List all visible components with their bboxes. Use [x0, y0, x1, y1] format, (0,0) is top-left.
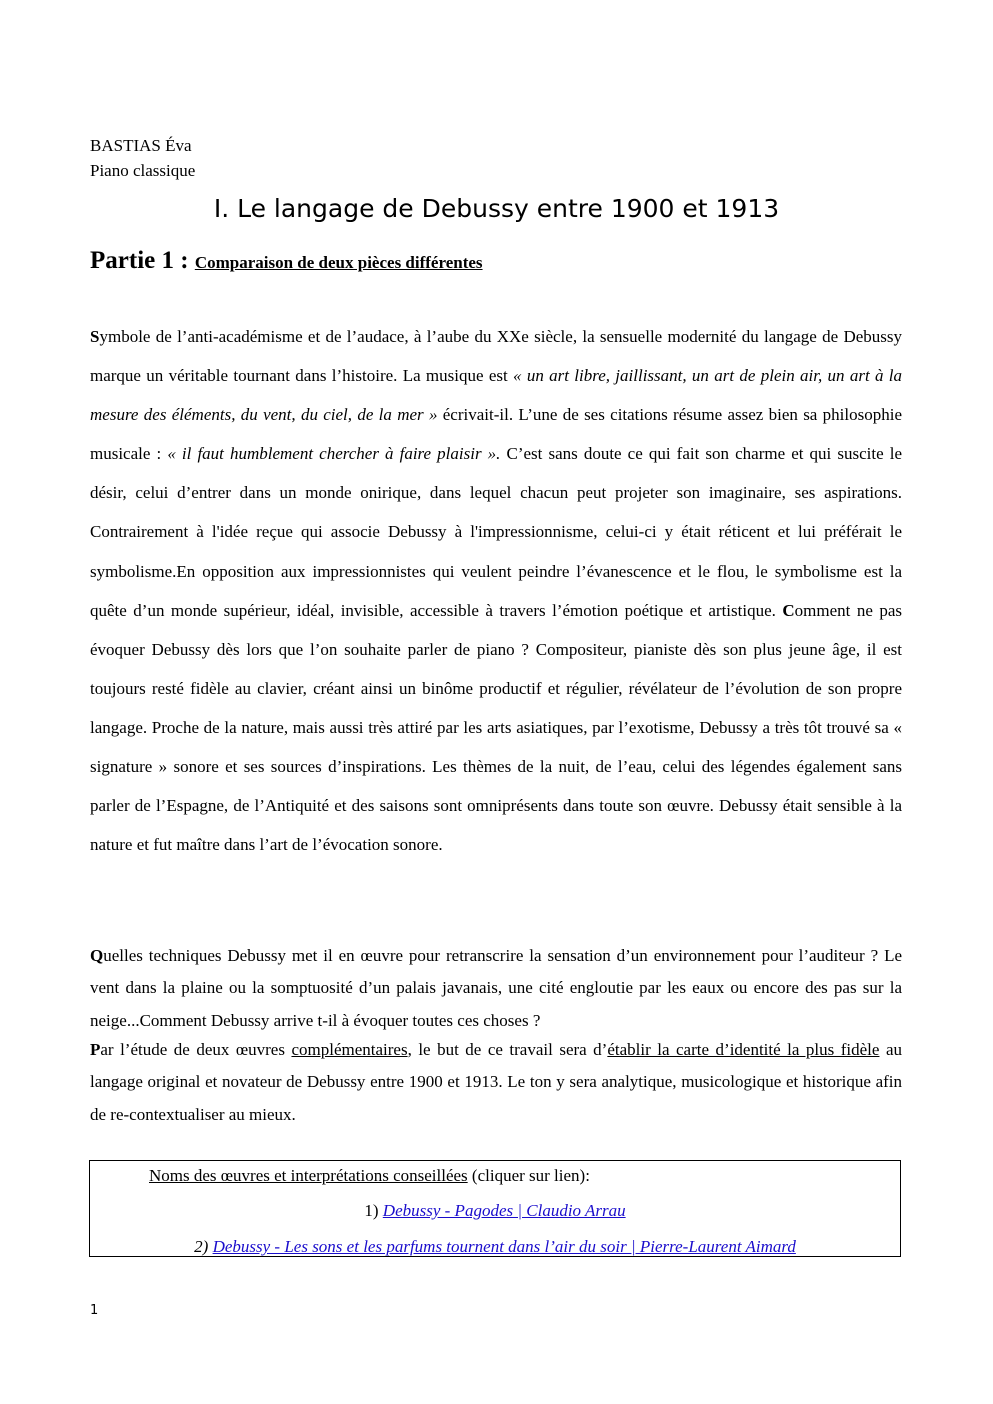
- paragraph-text: ar l’étude de deux œuvres: [100, 1040, 292, 1059]
- work-number: 1): [364, 1201, 383, 1220]
- drop-initial: Q: [90, 946, 104, 965]
- page-number: 1: [90, 1303, 99, 1318]
- course-name: Piano classique: [90, 161, 196, 180]
- question-paragraph: [90, 940, 902, 1037]
- paragraph-text: ymbole de l’anti-académisme et de l’audace, à l’aube du XXe siècle, la sensuelle modernité du langage de Debussy marque un véritable tournant dans l’histoire. La musique est: [90, 327, 902, 386]
- work-link-les-sons[interactable]: Debussy - Les sons et les parfums tournent dans l’air du soir | Pierre-Laurent Aimard: [212, 1237, 796, 1256]
- quote-text: « un art libre, jaillissant, un art de plein air, un art à la mesure des éléments, du vent, du ciel, de la mer »: [90, 366, 902, 425]
- work-link-pagodes[interactable]: Debussy - Pagodes | Claudio Arrau: [382, 1201, 626, 1220]
- drop-initial: C: [782, 600, 795, 620]
- paragraph-text: au langage original et novateur de Debussy entre 1900 et 1913. Le ton y sera analytique, musicologique et historique afin de re-contextualiser au mieux.: [90, 1040, 902, 1124]
- paragraph-text: , le but de ce travail sera d’: [407, 1040, 608, 1059]
- works-box-title: [149, 1164, 590, 1188]
- work-number: 2): [194, 1237, 213, 1256]
- underlined-text: établir la carte d’identité la plus fidèle: [607, 1040, 880, 1059]
- intro-paragraph: [90, 317, 902, 864]
- work-item: [90, 1235, 900, 1259]
- paragraph-text: C’est sans doute ce qui fait son charme et qui suscite le désir, celui d’entrer dans un monde onirique, dans lequel chacun peut projeter son imaginaire, ses aspirations. Contrairement à l'idée reçue qui associe Debussy à l'impressionnisme, celui-ci y était réticent et lui préférait le symbolisme.En opposition aux impressionnistes qui veulent peindre l’évanescence et le flou, le symbolisme est la quête d’un monde supérieur, idéal, invisible, accessible à travers l’émotion poétique et artistique.: [90, 444, 902, 620]
- work-item: [90, 1199, 900, 1223]
- part-subtitle: Comparaison de deux pièces différentes: [194, 253, 483, 272]
- purpose-paragraph: [90, 1034, 902, 1131]
- part-label: Partie 1 :: [90, 247, 189, 274]
- paragraph-text: écrivait-il. L’une de ses citations résume assez bien sa philosophie musicale :: [90, 405, 902, 464]
- part-heading: [90, 244, 483, 280]
- drop-initial: P: [90, 1040, 101, 1059]
- paragraph-text: uelles techniques Debussy met il en œuvre pour retranscrire la sensation d’un environnement pour l’auditeur ? Le vent dans la plaine ou la somptuosité d’un palais javanais, une cité engloutie par les eaux ou encore des pas sur la neige...Comment Debussy arrive t-il à évoquer toutes ces choses ?: [90, 946, 902, 1030]
- works-box-hint: (cliquer sur lien):: [467, 1166, 590, 1185]
- paragraph-text: omment ne pas évoquer Debussy dès lors que l’on souhaite parler de piano ? Compositeur, pianiste dès son plus jeune âge, il est toujours resté fidèle au clavier, créant ainsi un binôme productif et régulier, révélateur de l’évolution de son propre langage. Proche de la nature, mais aussi très attiré par les arts asiatiques, par l’exotisme, Debussy a très tôt trouvé sa « signature » sonore et ses sources d’inspirations. Les thèmes de la nuit, de l’eau, celui des légendes également sans parler de l’Espagne, de l’Antiquité et des saisons sont omniprésents dans toute son œuvre. Debussy était sensible à la nature et fut maître dans l’art de l’évocation sonore.: [90, 600, 902, 855]
- underlined-text: complémentaires: [291, 1040, 408, 1059]
- quote-text: « il faut humblement chercher à faire plaisir ».: [167, 444, 501, 464]
- author-name: BASTIAS Éva: [90, 136, 192, 155]
- drop-initial: S: [90, 327, 100, 346]
- works-box: [89, 1160, 901, 1257]
- works-box-heading: Noms des œuvres et interprétations conseillées: [149, 1166, 468, 1185]
- author-block: [90, 133, 195, 183]
- page-title: I. Le langage de Debussy entre 1900 et 1913: [213, 194, 780, 223]
